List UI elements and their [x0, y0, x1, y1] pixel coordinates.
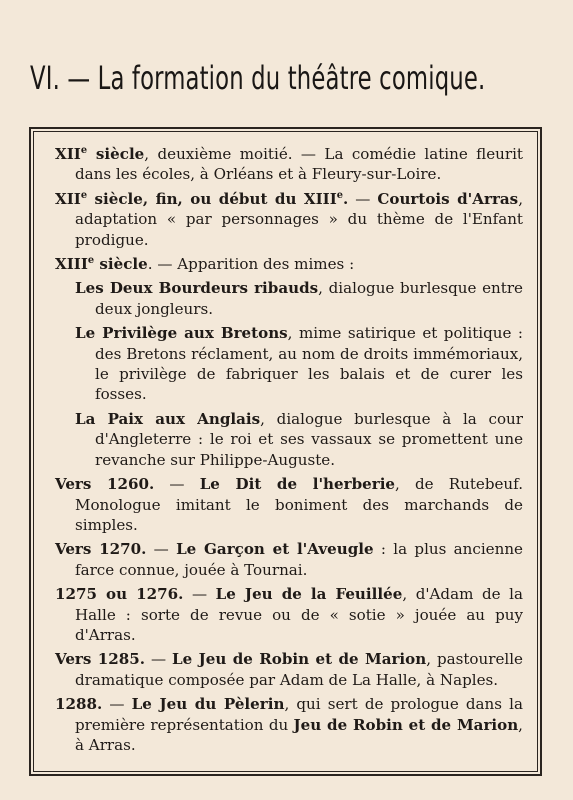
entry-date: 1288. [55, 695, 103, 714]
entry-1285 [55, 649, 523, 690]
sub-entry-privilege-bretons [75, 323, 523, 405]
entry-13th-century [55, 254, 523, 274]
entry-dash: — [183, 585, 216, 604]
entry-dash: — [154, 475, 200, 494]
page-title: VI. — La formation du théâtre comique. [30, 59, 486, 97]
entry-date: 1275 ou 1276. [55, 585, 184, 604]
entry-text: , dialogue burlesque entre deux jongleurs. [95, 279, 523, 318]
entry-text: , adaptation « par personnages » du thème de l'Enfant prodigue. [75, 189, 523, 249]
entry-text: , dialogue burlesque à la cour d'Angleterre : le roi et ses vassaux se promettent une revanche sur Philippe-Auguste. [95, 409, 523, 469]
entry-work-title: La Paix aux Anglais [75, 409, 261, 428]
entry-date: XIIe siècle, fin, ou début du XIIIe. [55, 189, 349, 208]
entry-1275 [55, 584, 523, 645]
entry-dash: — [146, 540, 177, 559]
sub-entry-paix-anglais [75, 409, 523, 470]
entry-dash: — [145, 650, 172, 669]
entry-text: : la plus ancienne farce connue, jouée à Tournai. [75, 540, 523, 579]
entry-1270 [55, 539, 523, 580]
entry-12th-century-second-half [55, 144, 523, 185]
entry-date: XIIe siècle [55, 144, 145, 163]
entry-text: , deuxième moitié. — La comédie latine fleurit dans les écoles, à Orléans et à Fleury-sur-Loire. [75, 145, 524, 184]
entry-text: , mime satirique et politique : des Bretons réclament, au nom de droits immémoriaux, le privilège de fabriquer les balais et de curer les fosses. [95, 324, 523, 404]
entry-work-title: Le Dit de l'herberie [199, 475, 396, 494]
entry-text: , pastourelle dramatique composée par Adam de La Halle, à Naples. [75, 650, 523, 689]
entry-1260 [55, 474, 523, 535]
entry-12th-century-end [55, 189, 523, 250]
entry-dash: — [348, 189, 378, 208]
entry-date: XIIIe siècle [55, 255, 148, 274]
entry-dash: — [102, 695, 132, 714]
entry-date: Vers 1285. [55, 650, 146, 669]
entry-date: Vers 1270. [55, 540, 147, 559]
entry-work-title: Le Jeu du Pèlerin [131, 695, 285, 714]
sub-entry-deux-bourdeurs [75, 278, 523, 319]
chronology-list [55, 144, 523, 759]
entry-work-title: Courtois d'Arras [377, 189, 519, 208]
entry-text: , de Rutebeuf. Monologue imitant le boniment des marchands de simples. [75, 475, 524, 534]
entry-work-title-secondary: Jeu de Robin et de Marion [293, 715, 519, 734]
entry-text: , qui sert de prologue dans la première représentation du [75, 695, 523, 734]
entry-work-title: Le Garçon et l'Aveugle [176, 540, 374, 559]
entry-work-title: Le Privilège aux Bretons [75, 324, 288, 343]
entry-1288 [55, 694, 523, 755]
entry-text: . — Apparition des mimes : [147, 255, 355, 274]
entry-text: , à Arras. [75, 715, 523, 754]
entry-date: Vers 1260. [55, 475, 155, 494]
entry-work-title: Le Jeu de la Feuillée [215, 585, 403, 604]
entry-work-title: Les Deux Bourdeurs ribauds [75, 279, 319, 298]
entry-work-title: Le Jeu de Robin et de Marion [171, 650, 427, 669]
entry-text: , d'Adam de la Halle : sorte de revue ou de « sotie » jouée au puy d'Arras. [75, 585, 523, 644]
